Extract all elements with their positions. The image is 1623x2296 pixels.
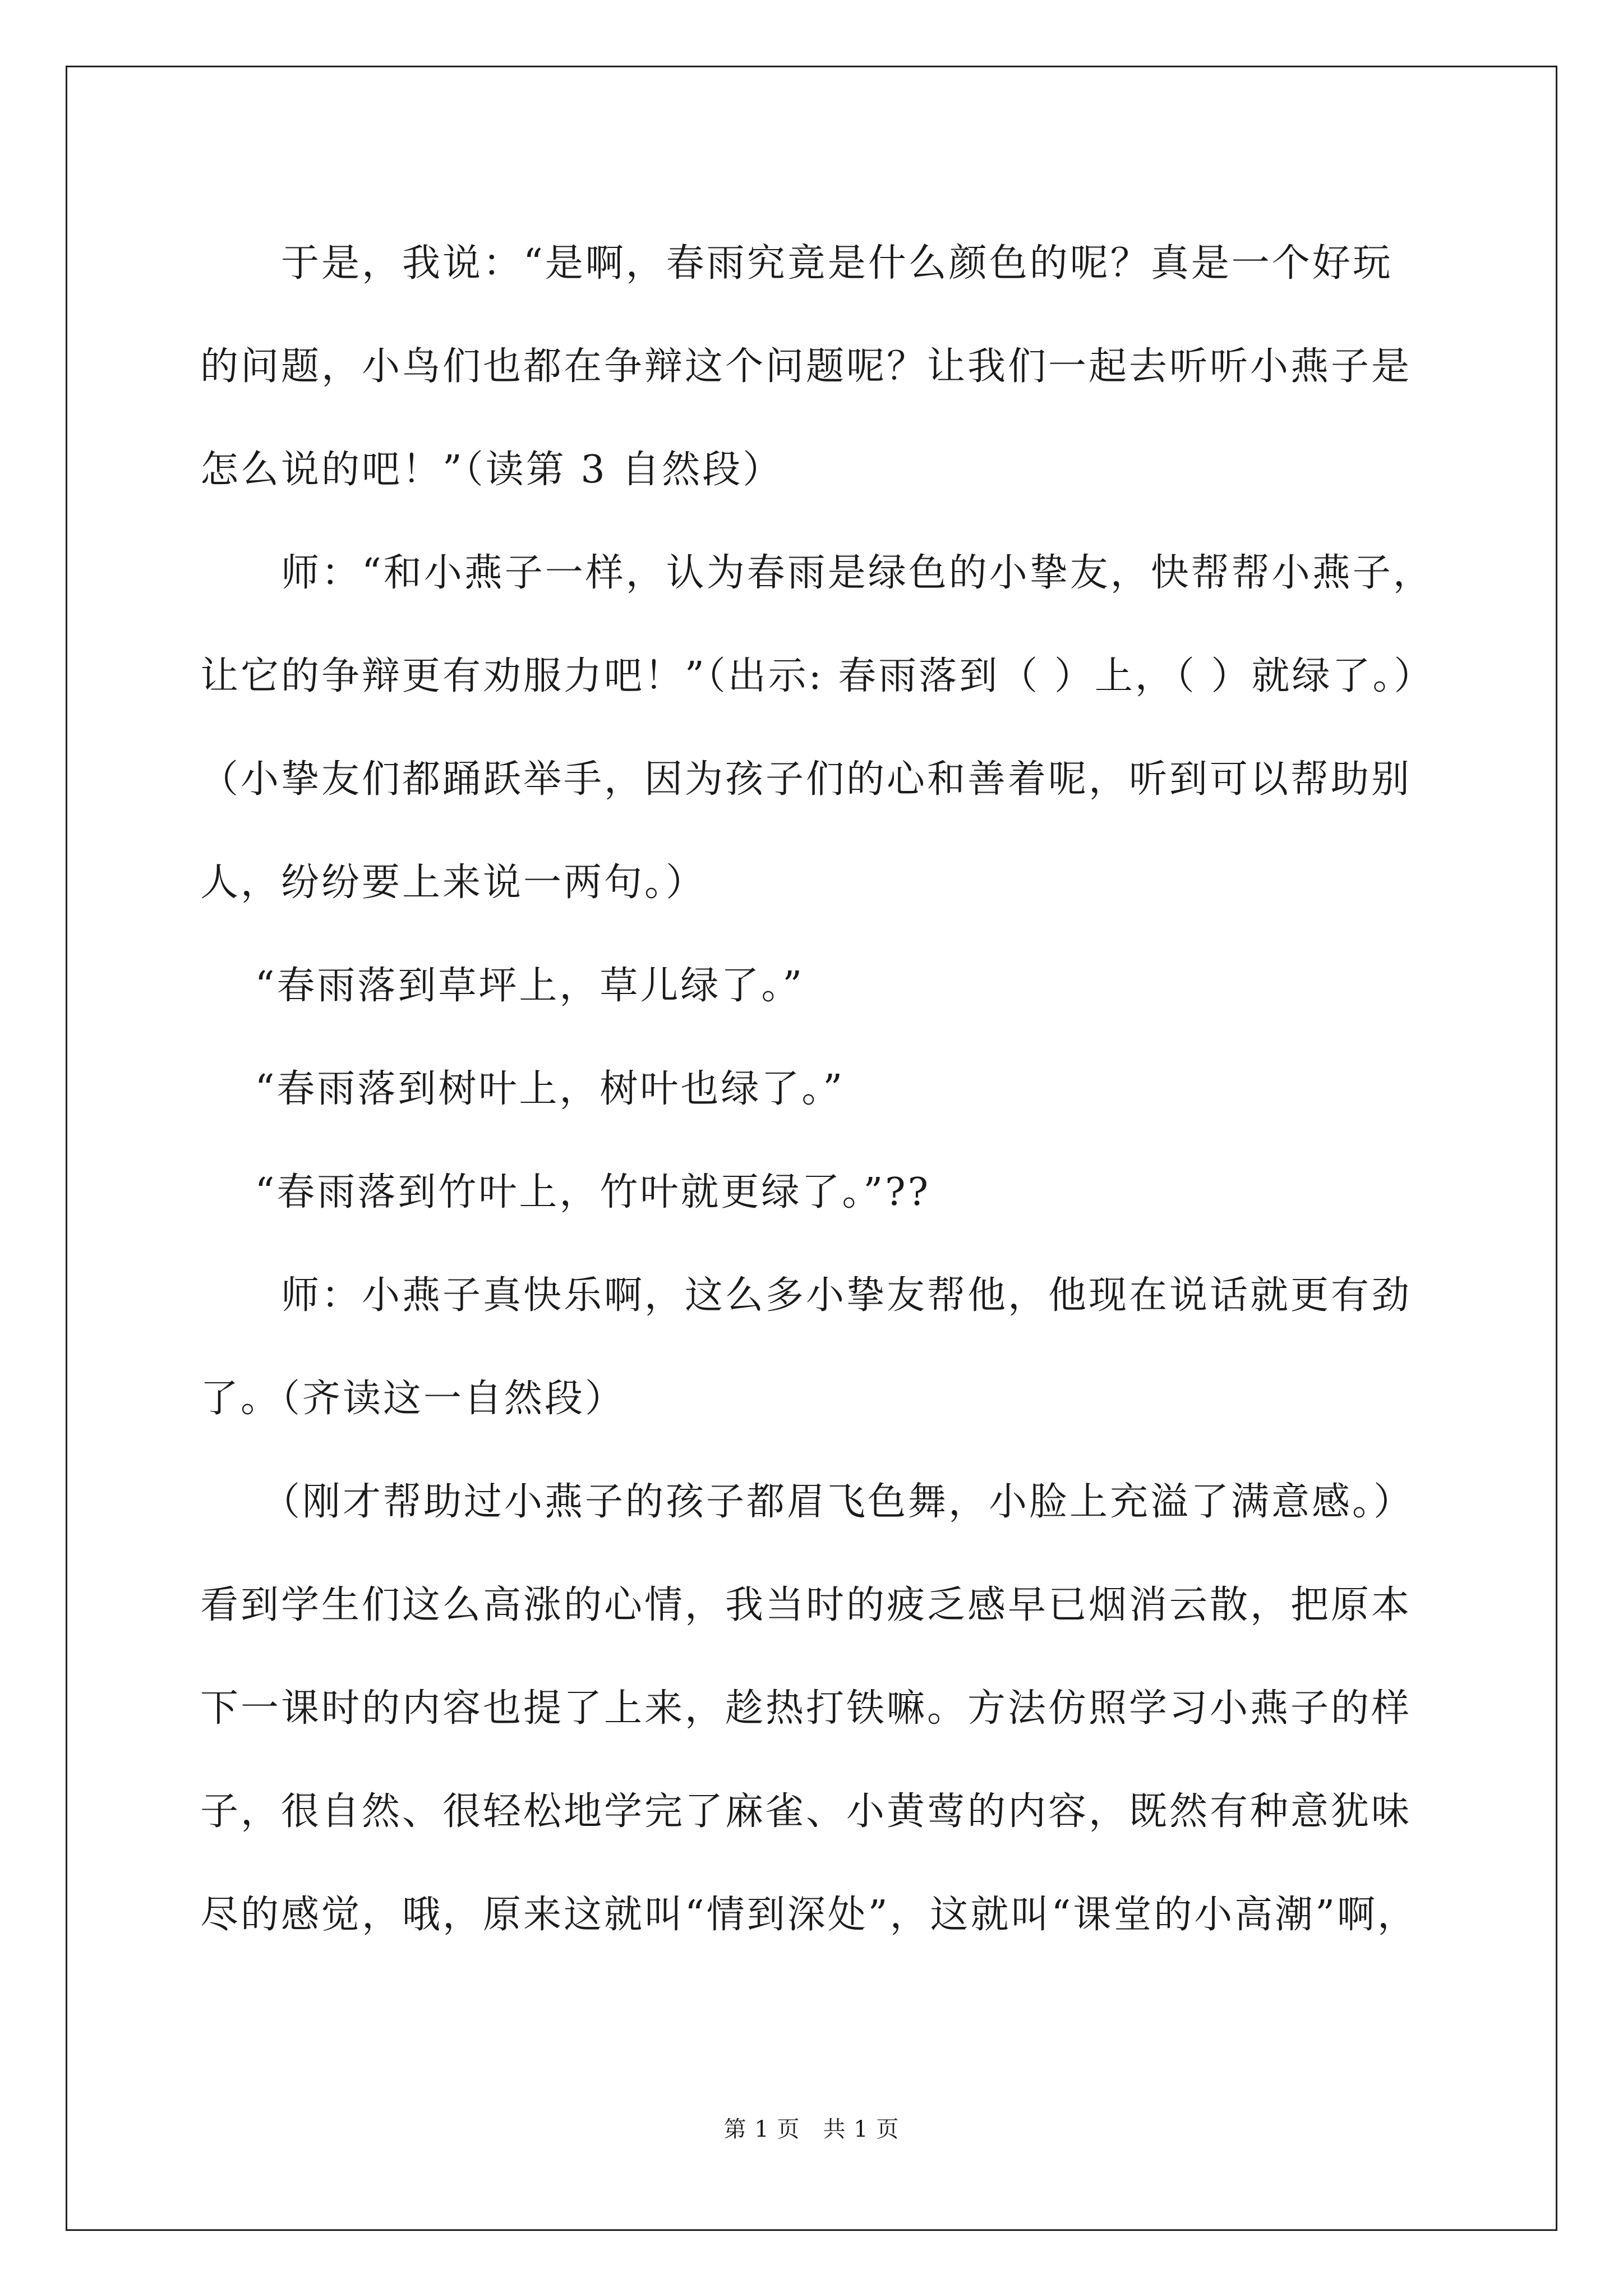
- text-line: 下一课时的内容也提了上来，趁热打铁嘛。方法仿照学习小燕子的样: [200, 1686, 1412, 1731]
- text-line: “春雨落到竹叶上，竹叶就更绿了。”??: [200, 1170, 931, 1214]
- text-line: 尽的感觉，哦，原来这就叫“情到深处”，这就叫“课堂的小高潮”啊，: [200, 1893, 1418, 1937]
- text-line: 让它的争辩更有劝服力吧！”（出示: 春雨落到（ ）上，（ ）就绿了。）: [200, 654, 1435, 698]
- text-line: 看到学生们这么高涨的心情，我当时的疲乏感早已烟消云散，把原本: [200, 1583, 1412, 1627]
- text-line: 的问题，小鸟们也都在争辩这个问题呢？让我们一起去听听小燕子是: [200, 344, 1412, 389]
- text-line: （刚才帮助过小燕子的孩子都眉飞色舞，小脸上充溢了满意感。）: [200, 1480, 1414, 1524]
- text-line: 子，很自然、很轻松地学完了麻雀、小黄莺的内容，既然有种意犹味: [200, 1789, 1412, 1834]
- document-body: [200, 212, 1434, 1967]
- page-footer: 第 1 页 共 1 页: [723, 2116, 900, 2142]
- text-line: 人，纷纷要上来说一两句。）: [200, 861, 707, 905]
- text-line: 于是，我说：“是啊，春雨究竟是什么颜色的呢？真是一个好玩: [200, 241, 1393, 286]
- text-line: 怎么说的吧！”（读第 3 自然段）: [200, 448, 783, 492]
- text-line: “春雨落到树叶上，树叶也绿了。”: [200, 1067, 845, 1111]
- text-line: （小挚友们都踊跃举手，因为孩子们的心和善着呢，听到可以帮助别: [200, 757, 1412, 802]
- text-line: 师：“和小燕子一样，认为春雨是绿色的小挚友，快帮帮小燕子，: [200, 551, 1433, 595]
- text-line: “春雨落到草坪上，草儿绿了。”: [200, 964, 805, 1008]
- text-line: 了。（齐读这一自然段）: [200, 1377, 626, 1421]
- text-line: 师：小燕子真快乐啊，这么多小挚友帮他，他现在说话就更有劲: [200, 1273, 1412, 1318]
